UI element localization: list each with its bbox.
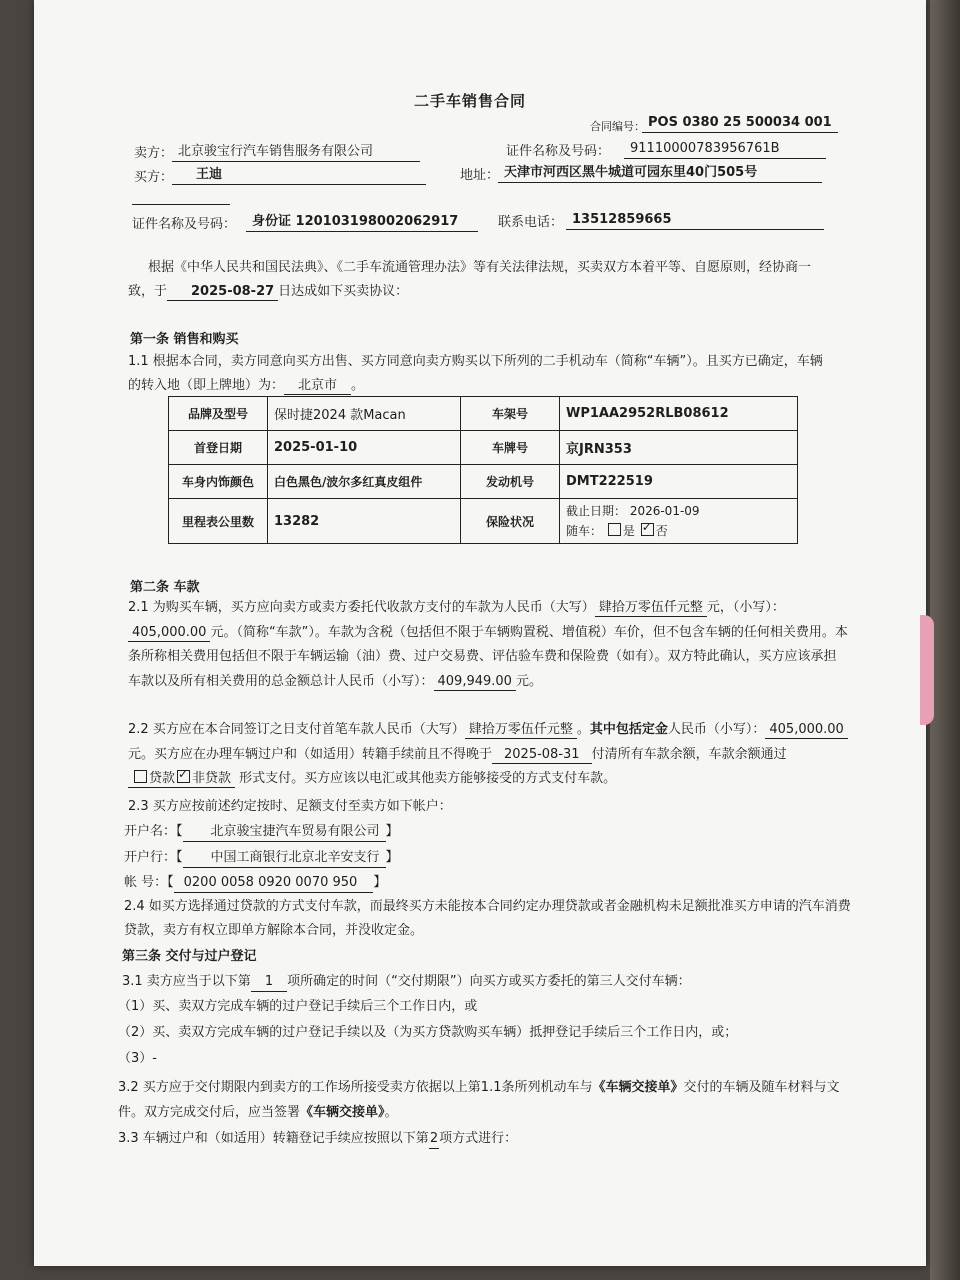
clause-2-2-text-c: 人民币（小写）： — [667, 722, 766, 737]
insurance-deadline: 截止日期： 2026-01-09 — [566, 504, 700, 518]
checkbox-yes[interactable] — [608, 523, 621, 536]
buyer-cert-value: 身份证 120103198002062917 — [246, 213, 478, 232]
payment-method-options — [128, 770, 235, 788]
buyer-label: 买方： — [134, 170, 174, 185]
vin-label: 车架号 — [461, 397, 560, 431]
clause-1-1 — [128, 350, 834, 398]
address-value: 天津市河西区黑牛城道可园东里40门505号 — [498, 164, 822, 183]
buyer-wrap — [172, 166, 426, 185]
account-bank-row — [124, 849, 399, 868]
delivery-option-3 — [118, 1050, 157, 1068]
seller-value: 北京骏宝行汽车销售服务有限公司 — [172, 143, 420, 162]
table-row — [169, 499, 798, 544]
clause-2-3: 2.3 买方应按前述约定按时、足额支付至卖方如下帐户： — [128, 799, 452, 814]
address-wrap — [498, 164, 822, 183]
phone-value: 13512859665 — [566, 211, 824, 230]
seller-cert-label: 证件名称及号码： — [506, 144, 611, 159]
account-name-label: 开户名：【 — [124, 824, 183, 839]
account-name-row — [124, 823, 399, 842]
table-row — [169, 397, 798, 431]
clause-3-2 — [118, 1075, 848, 1125]
document-title: 二手车销售合同 — [414, 92, 527, 110]
account-no-value: 0200 0058 0920 0070 950 — [174, 874, 374, 893]
delivery-option-number: 1 — [251, 973, 287, 992]
checkbox-nonloan-checked[interactable] — [177, 770, 190, 783]
buyer-cert-label: 证件名称及号码： — [132, 217, 237, 232]
clause-2-1-text-b: 元，（小写）： — [706, 600, 785, 615]
registration-city: 北京市 — [284, 378, 351, 395]
account-bank-label: 开户行：【 — [124, 850, 183, 865]
buyer-value: 王迪 — [172, 166, 426, 185]
balance-due-date: 2025-08-31 — [492, 747, 592, 764]
seller-wrap — [172, 143, 420, 162]
contract-no-label: 合同编号： — [590, 120, 645, 133]
loan-label: 贷款 — [149, 771, 176, 786]
delivery-option-3-value: - — [152, 1051, 157, 1066]
brand-label: 品牌及型号 — [169, 397, 268, 431]
total-amount: 409,949.00 — [434, 674, 516, 691]
clause-1-1-end: 。 — [351, 378, 365, 393]
clause-2-2-text-b: 。 — [576, 722, 590, 737]
account-no-row — [124, 874, 386, 893]
reg-date-label: 首登日期 — [169, 431, 268, 465]
checkbox-no-checked[interactable] — [641, 523, 654, 536]
contract-no-value: POS 0380 25 500034 001 — [642, 114, 838, 133]
address-continuation-line — [132, 190, 230, 205]
section-2-heading: 第二条 车款 — [130, 580, 200, 595]
address-label: 地址： — [460, 168, 500, 183]
insurance-no-label: 否 — [655, 524, 668, 538]
desk-background — [930, 0, 960, 1280]
insurance-yes-label: 是 — [622, 524, 635, 538]
first-payment-lowercase: 405,000.00 — [765, 722, 847, 739]
price-uppercase: 肆拾万零伍仟元整 — [595, 600, 707, 617]
phone-label: 联系电话： — [498, 215, 564, 230]
mileage-value: 13282 — [268, 499, 461, 544]
price-lowercase: 405,000.00 — [128, 625, 210, 642]
delivery-option-3-label: （3） — [118, 1051, 153, 1066]
intro-text-1: 根据《中华人民共和国民法典》、《二手车流通管理办法》等有关法律法规，买卖双方本着平等、自愿原则，经协商一致，于 — [128, 260, 812, 299]
plate-label: 车牌号 — [461, 431, 560, 465]
agreement-date: 2025-08-27 — [167, 284, 278, 301]
account-no-label: 帐 号：【 — [124, 875, 174, 890]
reg-date-value: 2025-01-10 — [268, 431, 461, 465]
section-3-heading: 第三条 交付与过户登记 — [122, 949, 257, 964]
clause-2-4: 2.4 如买方选择通过贷款的方式支付车款，而最终买方未能按本合同约定办理贷款或者金融机构未足额批准买方申请的汽车消费贷款，卖方有权立即单方解除本合同，并没收定金。 — [124, 899, 851, 938]
clause-2-2-text-e: 付清所有车款余额，车款余额通过 — [591, 746, 787, 762]
insurance-label: 保险状况 — [461, 499, 560, 544]
clause-2-2 — [128, 718, 848, 792]
clause-3-2-text-a: 3.2 买方应于交付期限内到卖方的工作场所接受卖方依据以上第1.1条所列机动车与 — [118, 1080, 593, 1095]
clause-1-1-text: 1.1 根据本合同，卖方同意向买方出售、买方同意向卖方购买以下所列的二手机动车（简称“车辆”）。且买方已确定，车辆的转入地（即上牌地）为： — [128, 354, 823, 393]
contract-no-wrap — [642, 114, 838, 133]
clause-3-2-end: 。 — [384, 1105, 398, 1120]
mileage-label: 里程表公里数 — [169, 499, 268, 544]
clause-2-1-text-d: 元。 — [515, 673, 542, 689]
seller-cert-wrap — [624, 140, 826, 159]
clause-2-2-text-f: 形式支付。买方应该以电汇或其他卖方能够接受的方式支付车款。 — [239, 771, 617, 786]
clause-3-1 — [122, 973, 691, 992]
color-value: 白色黑色/波尔多红真皮组件 — [268, 465, 461, 499]
bracket-close: 】 — [373, 875, 387, 890]
checkbox-loan[interactable] — [134, 770, 147, 783]
phone-wrap — [566, 211, 824, 230]
handover-doc-name: 《车辆交接单》 — [592, 1080, 684, 1095]
clause-2-1 — [128, 596, 848, 694]
vin-value: WP1AA2952RLB08612 — [560, 397, 798, 431]
vehicle-info-table — [168, 396, 798, 544]
clause-3-3-text-a: 3.3 车辆过户和（如适用）转籍登记手续应按照以下第 — [118, 1131, 429, 1146]
clause-3-2-text-b: 交付的车辆及随车材料与文件。双方完成交付后，应当签署 — [118, 1080, 840, 1120]
bracket-close: 】 — [385, 824, 399, 839]
table-row — [169, 465, 798, 499]
pink-tab — [920, 615, 934, 725]
clause-2-2-text-a: 2.2 买方应在本合同签订之日支付首笔车款人民币（大写） — [128, 722, 465, 737]
seller-cert-value: 91110000783956761B — [624, 140, 826, 159]
buyer-cert-wrap — [246, 213, 478, 232]
table-row — [169, 431, 798, 465]
clause-2-2-text-d: 元。买方应在办理车辆过户和（如适用）转籍手续前且不得晚于 — [128, 746, 493, 762]
clause-2-1-text-a: 2.1 为购买车辆，买方应向卖方或卖方委托代收款方支付的车款为人民币（大写） — [128, 600, 595, 615]
seller-label: 卖方： — [134, 146, 174, 161]
engine-label: 发动机号 — [461, 465, 560, 499]
first-payment-uppercase: 肆拾万零伍仟元整 — [465, 722, 577, 739]
clause-3-1-text-a: 3.1 卖方应当于以下第 — [122, 974, 251, 989]
color-label: 车身内饰颜色 — [169, 465, 268, 499]
engine-value: DMT222519 — [560, 465, 798, 499]
plate-value: 京JRN353 — [560, 431, 798, 465]
delivery-option-1: （1）买、卖双方完成车辆的过户登记手续后三个工作日内，或 — [118, 999, 478, 1014]
insurance-cell — [560, 499, 798, 544]
clause-3-3-text-b: 项方式进行： — [439, 1131, 518, 1146]
clause-3-1-text-b: 项所确定的时间（“交付期限”）向买方或买方委托的第三人交付车辆： — [287, 974, 691, 989]
account-name-value: 北京骏宝捷汽车贸易有限公司 — [183, 823, 386, 842]
insurance-follow-row — [566, 521, 791, 541]
nonloan-label: 非贷款 — [192, 771, 232, 786]
handover-doc-name-2: 《车辆交接单》 — [300, 1105, 385, 1120]
section-1-heading: 第一条 销售和购买 — [130, 332, 239, 347]
account-bank-value: 中国工商银行北京北辛安支行 — [183, 849, 386, 868]
clause-2-1-text-c: 元。（简称“车款”）。车款为含税（包括但不限于车辆购置税、增值税）车价，但不包含车辆的任何相关费用。本条所称相关费用包括但不限于车辆运输（油）费、过户交易费、评估验车费和保险费（如有）。双方特此确认，买方应该承担车款以及所有相关费用的总金额总计人民币（小写）： — [128, 624, 848, 689]
transfer-option-number: 2 — [429, 1130, 439, 1149]
insurance-follow-label: 随车： — [566, 524, 603, 538]
bracket-close: 】 — [385, 850, 399, 865]
deposit-emphasis: 其中包括定金 — [589, 722, 668, 737]
delivery-option-2: （2）买、卖双方完成车辆的过户登记手续以及（为买方贷款购买车辆）抵押登记手续后三个工作日内，或； — [118, 1025, 738, 1040]
intro-text-2: 日达成如下买卖协议： — [278, 284, 409, 299]
intro-paragraph — [128, 256, 834, 304]
brand-value: 保时捷2024 款Macan — [268, 397, 461, 431]
clause-3-3 — [118, 1130, 517, 1149]
